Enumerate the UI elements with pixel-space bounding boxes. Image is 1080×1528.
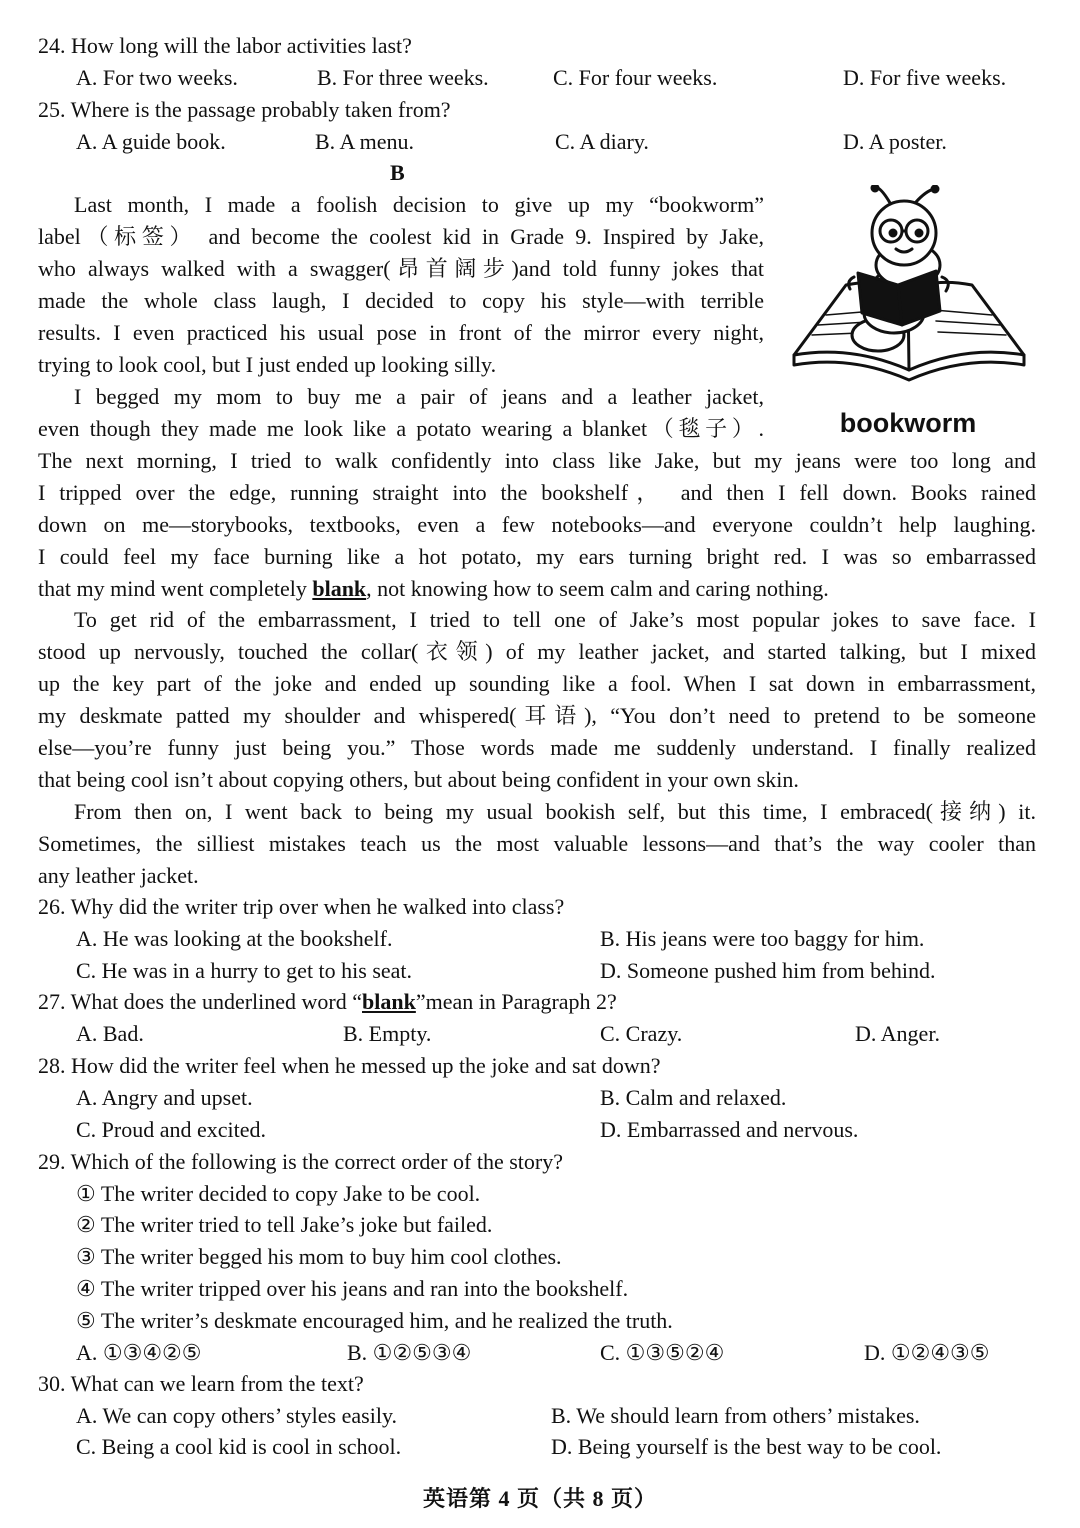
option-c: C. For four weeks.: [553, 65, 718, 90]
order-item: ⑤ The writer’s deskmate encouraged him, and he realized the truth.: [76, 1308, 673, 1333]
passage-line: To get rid of the embarrassment, I tried to tell one of Jake’s most popular jokes to save face. I: [74, 607, 1036, 632]
question-25-stem: 25. Where is the passage probably taken from?: [38, 97, 451, 122]
question-26-options: [0, 956, 1080, 986]
option-c: C. A diary.: [555, 129, 649, 154]
passage-text: that my mind went completely: [38, 576, 313, 601]
image-caption: bookworm: [839, 408, 977, 438]
page-footer: 英语第 4 页（共 8 页）: [422, 1486, 657, 1511]
option-d: D. A poster.: [843, 129, 947, 154]
option-c: C. He was in a hurry to get to his seat.: [76, 958, 413, 983]
option-d: D. Being yourself is the best way to be cool.: [551, 1434, 942, 1459]
option-a: A. Bad.: [76, 1021, 144, 1046]
passage-line: any leather jacket.: [38, 863, 199, 888]
question-28-stem: 28. How did the writer feel when he messed up the joke and sat down?: [38, 1053, 661, 1078]
option-b: B. For three weeks.: [317, 65, 489, 90]
option-b: B. His jeans were too baggy for him.: [600, 926, 925, 951]
question-29-options: [0, 1338, 1080, 1368]
passage-line: I tripped over the edge, running straight into the bookshelf， and then I fell down. Books rained: [38, 480, 1036, 505]
passage-line: I begged my mom to buy me a pair of jeans and a leather jacket,: [74, 384, 764, 409]
option-a: A. For two weeks.: [76, 65, 238, 90]
question-28-options: [0, 1083, 1080, 1113]
option-d: D. Someone pushed him from behind.: [600, 958, 936, 983]
option-a: A. Angry and upset.: [76, 1085, 253, 1110]
underlined-word: blank: [362, 989, 416, 1014]
option-a: A. He was looking at the bookshelf.: [76, 926, 393, 951]
question-30-stem: 30. What can we learn from the text?: [38, 1371, 364, 1396]
question-29-stem: 29. Which of the following is the correct order of the story?: [38, 1149, 563, 1174]
order-item: ④ The writer tripped over his jeans and ran into the bookshelf.: [76, 1276, 629, 1301]
question-24-options: [0, 63, 1080, 93]
question-text: 27. What does the underlined word “: [38, 989, 363, 1014]
order-item: ② The writer tried to tell Jake’s joke but failed.: [76, 1212, 493, 1237]
passage-line: else—you’re funny just being you.” Those words made me suddenly understand. I finally realized: [38, 735, 1036, 760]
passage-line: Last month, I made a foolish decision to give up my “bookworm”: [74, 192, 764, 217]
question-30-options: [0, 1432, 1080, 1462]
question-27-options: [0, 1019, 1080, 1049]
question-26-stem: 26. Why did the writer trip over when he walked into class?: [38, 894, 565, 919]
passage-line: label（标签） and become the coolest kid in Grade 9. Inspired by Jake,: [38, 224, 764, 249]
option-c: C. Crazy.: [600, 1021, 683, 1046]
option-b: B. Calm and relaxed.: [600, 1085, 787, 1110]
order-item: ① The writer decided to copy Jake to be cool.: [76, 1181, 481, 1206]
question-28-options: [0, 1115, 1080, 1145]
passage-line: up the key part of the joke and ended up sounding like a fool. When I sat down in embarrassment,: [38, 671, 1036, 696]
question-text: ”mean in Paragraph 2?: [415, 989, 617, 1014]
option-d: D. Anger.: [855, 1021, 940, 1046]
passage-line: The next morning, I tried to walk confidently into class like Jake, but my jeans were too long and: [38, 448, 1036, 473]
passage-line: who always walked with a swagger(昂首阔步)and told funny jokes that: [38, 256, 764, 281]
option-b: B. Empty.: [343, 1021, 432, 1046]
question-27-stem: [38, 987, 617, 1017]
option-b: B. We should learn from others’ mistakes.: [551, 1403, 920, 1428]
bookworm-illustration: [786, 185, 1032, 405]
option-b: B. ①②⑤③④: [347, 1340, 472, 1365]
passage-line: trying to look cool, but I just ended up looking silly.: [38, 352, 497, 377]
passage-line: [38, 574, 829, 604]
question-26-options: [0, 924, 1080, 954]
option-a: A. We can copy others’ styles easily.: [76, 1403, 398, 1428]
question-30-options: [0, 1401, 1080, 1431]
option-d: D. Embarrassed and nervous.: [600, 1117, 859, 1142]
option-c: C. Being a cool kid is cool in school.: [76, 1434, 402, 1459]
option-b: B. A menu.: [315, 129, 415, 154]
option-a: A. A guide book.: [76, 129, 226, 154]
passage-line: my deskmate patted my shoulder and whispered(耳语), “You don’t need to pretend to be someone: [38, 703, 1036, 728]
order-item: ③ The writer begged his mom to buy him cool clothes.: [76, 1244, 562, 1269]
option-c: C. Proud and excited.: [76, 1117, 267, 1142]
option-d: D. For five weeks.: [843, 65, 1007, 90]
passage-line: made the whole class laugh, I decided to copy his style—with terrible: [38, 288, 764, 313]
passage-line: even though they made me look like a potato wearing a blanket（毯子）.: [38, 416, 764, 441]
passage-line: stood up nervously, touched the collar(衣领) of my leather jacket, and started talking, but I mixed: [38, 639, 1036, 664]
passage-line: results. I even practiced his usual pose in front of the mirror every night,: [38, 320, 764, 345]
passage-line: Sometimes, the silliest mistakes teach us the most valuable lessons—and that’s the way cooler than: [38, 831, 1036, 856]
question-24-stem: 24. How long will the labor activities last?: [38, 33, 412, 58]
option-d: D. ①②④③⑤: [864, 1340, 990, 1365]
passage-line: that being cool isn’t about copying others, but about being confident in your own skin.: [38, 767, 799, 792]
section-title: B: [390, 160, 405, 185]
passage-text: , not knowing how to seem calm and caring nothing.: [366, 576, 829, 601]
underlined-word: blank: [312, 576, 367, 601]
option-c: C. ①③⑤②④: [600, 1340, 725, 1365]
passage-line: I could feel my face burning like a hot potato, my ears turning bright red. I was so embarrassed: [38, 544, 1036, 569]
option-a: A. ①③④②⑤: [76, 1340, 202, 1365]
passage-line: From then on, I went back to being my usual bookish self, but this time, I embraced(接纳) it.: [74, 799, 1036, 824]
passage-line: down on me—storybooks, textbooks, even a few notebooks—and everyone couldn’t help laughing.: [38, 512, 1036, 537]
question-25-options: [0, 127, 1080, 157]
